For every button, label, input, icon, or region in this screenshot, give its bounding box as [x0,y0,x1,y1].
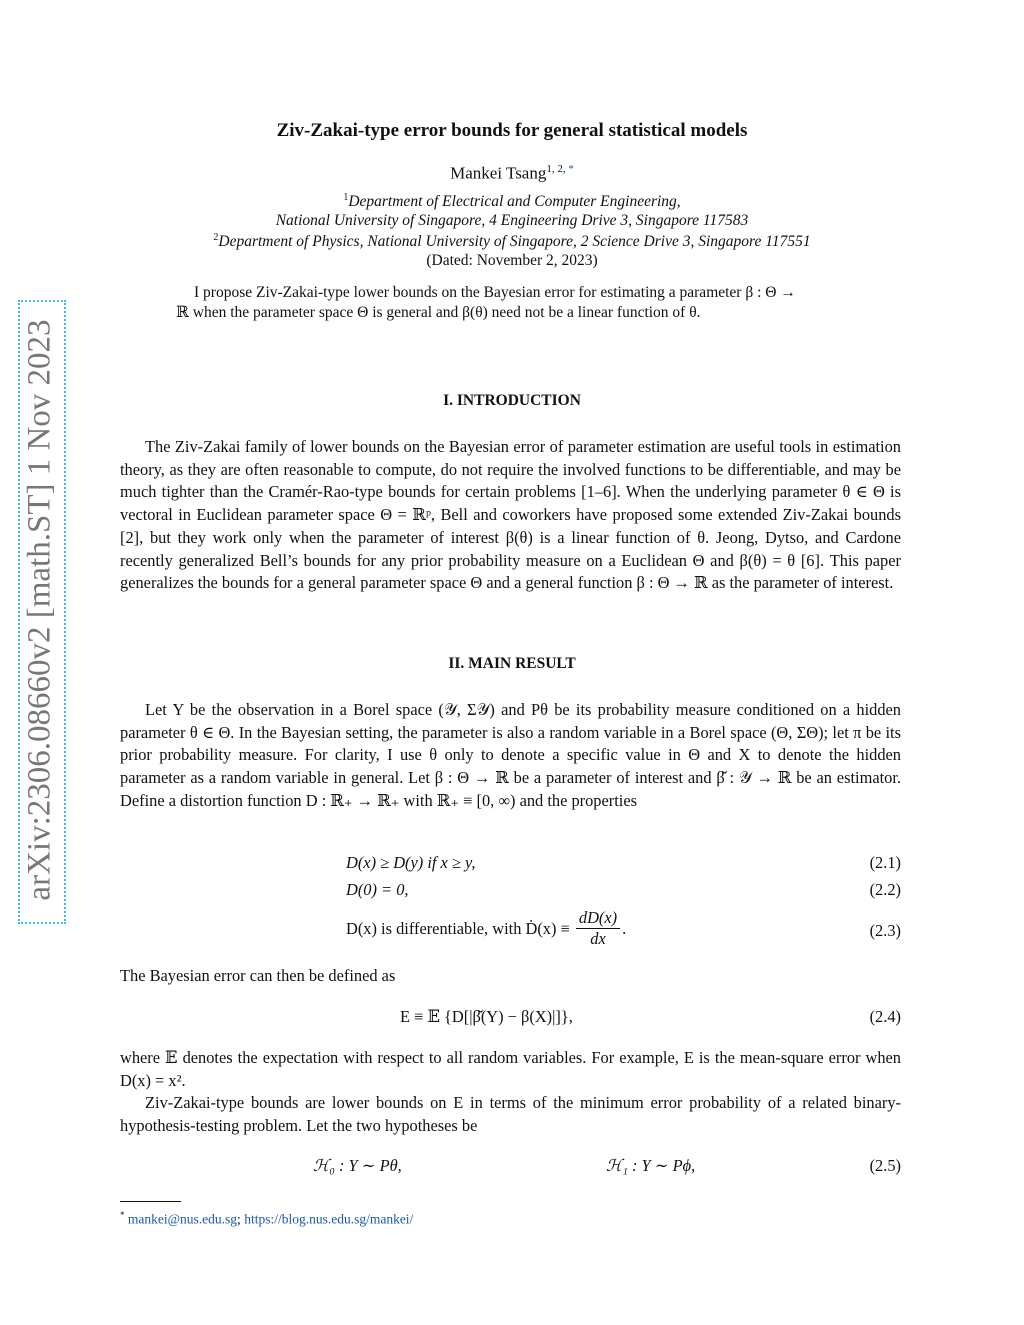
main-paragraph-1 [120,699,901,813]
equation-2-4: E ≡ 𝔼 {D[|β̌(Y) − β(X)|]}, (2.4) [400,1007,901,1026]
homepage-link[interactable]: https://blog.nus.edu.sg/mankei/ [244,1211,414,1227]
equation-number: (2.4) [869,1007,901,1026]
arxiv-id: arXiv:2306.08660v2 [math.ST] 1 Nov 2023 [21,319,58,901]
section-heading-introduction: I. INTRODUCTION [443,392,581,409]
author-affil-sup: 1, 2, [546,163,569,175]
hypothesis-0: ℋ₀ : Y ∼ Pθ, [313,1156,402,1175]
dated: (Dated: November 2, 2023) [426,252,598,269]
footnote-mark: * [120,1210,125,1220]
equation-2-1: D(x) ≥ D(y) if x ≥ y, (2.1) [346,853,901,872]
abstract-line-2: ℝ when the parameter space Θ is general and β(θ) need not be a linear function of θ. [176,304,701,321]
hypothesis-1: ℋ₁ : Y ∼ Pϕ, [606,1156,696,1175]
affiliation-1: $^1$Department of Electrical and Computer Engineering, [343,192,681,211]
equation-2-2: D(0) = 0, (2.2) [346,880,901,899]
main-text-2: where 𝔼 denotes the expectation with respect to all random variables. For example, E is the mean-square error when D(x) = x². [120,1048,901,1090]
bayesian-error-intro: The Bayesian error can then be defined as [120,966,396,985]
equation-number: (2.5) [869,1156,901,1175]
section-heading-main-result: II. MAIN RESULT [448,655,576,672]
abstract-line-1: I propose Ziv-Zakai-type lower bounds on the Bayesian error for estimating a parameter β : Θ → [194,284,796,301]
main-text-1: Let Y be the observation in a Borel space (𝒴, Σ𝒴) and Pθ be its probability measure conditioned on a hidden parameter θ ∈ Θ. In the Bayesian setting, the parameter is also a random variable in a Borel space (Θ, ΣΘ); let π be its prior probability measure. For clarity, I use θ only to denote a specific value in Θ and X to denote the hidden parameter as a random variable in general. Let β : Θ → ℝ be a parameter of interest and β̌ : 𝒴 → ℝ be an estimator. Define a distortion function D : ℝ₊ → ℝ₊ with ℝ₊ ≡ [0, ∞) and the properties [120,700,901,810]
paper-title: Ziv-Zakai-type error bounds for general statistical models [276,120,748,141]
email-link[interactable]: mankei@nus.edu.sg [127,1211,238,1227]
main-paragraph-2 [120,1047,901,1138]
equation-2-5 [120,1156,901,1180]
fraction: $\frac{dD(x)}{dx}$ [576,908,620,949]
footnote: * mankei@nus.edu.sg; https://blog.nus.edu.sg/mankei/ [120,1210,414,1227]
equation-number: (2.3) [869,921,901,940]
equation-number: (2.1) [869,853,901,872]
affiliation-1-address: National University of Singapore, 4 Engineering Drive 3, Singapore 117583 [275,212,749,229]
abstract [176,283,848,323]
intro-paragraph [120,436,901,595]
affiliation-2: $^2$Department of Physics, National University of Singapore, 2 Science Drive 3, Singapore 117551 [213,232,811,251]
footnote-rule [120,1201,181,1202]
main-text-3: Ziv-Zakai-type bounds are lower bounds on E in terms of the minimum error probability of a related binary-hypothesis-testing problem. Let the two hypotheses be [120,1093,901,1136]
author-name: Mankei Tsang [450,163,547,183]
equation-number: (2.2) [869,880,901,899]
author-footnote-mark[interactable]: * [568,163,574,175]
author-line [0,163,1024,184]
equation-2-3: D(x) is differentiable, with Ḋ(x) ≡ $\frac{dD(x)}{dx}$ . (2.3) [346,908,901,948]
intro-text: The Ziv-Zakai family of lower bounds on the Bayesian error of parameter estimation are useful tools in estimation theory, as they are often reasonable to compute, do not require the involved functions to be differentiable, and may be much tighter than the Cramér-Rao-type bounds for certain problems [1–6]. When the underlying parameter θ ∈ Θ is vectoral in Euclidean parameter space Θ = ℝᵖ, Bell and coworkers have proposed some extended Ziv-Zakai bounds [2], but they work only when the parameter of interest β(θ) is a linear function of θ. Jeong, Dytso, and Cardone recently generalized Bell’s bounds for any prior probability measure on a Euclidean Θ and β(θ) = θ [6]. This paper generalizes the bounds for a general parameter space Θ and a general function β : Θ → ℝ as the parameter of interest. [120,437,901,593]
